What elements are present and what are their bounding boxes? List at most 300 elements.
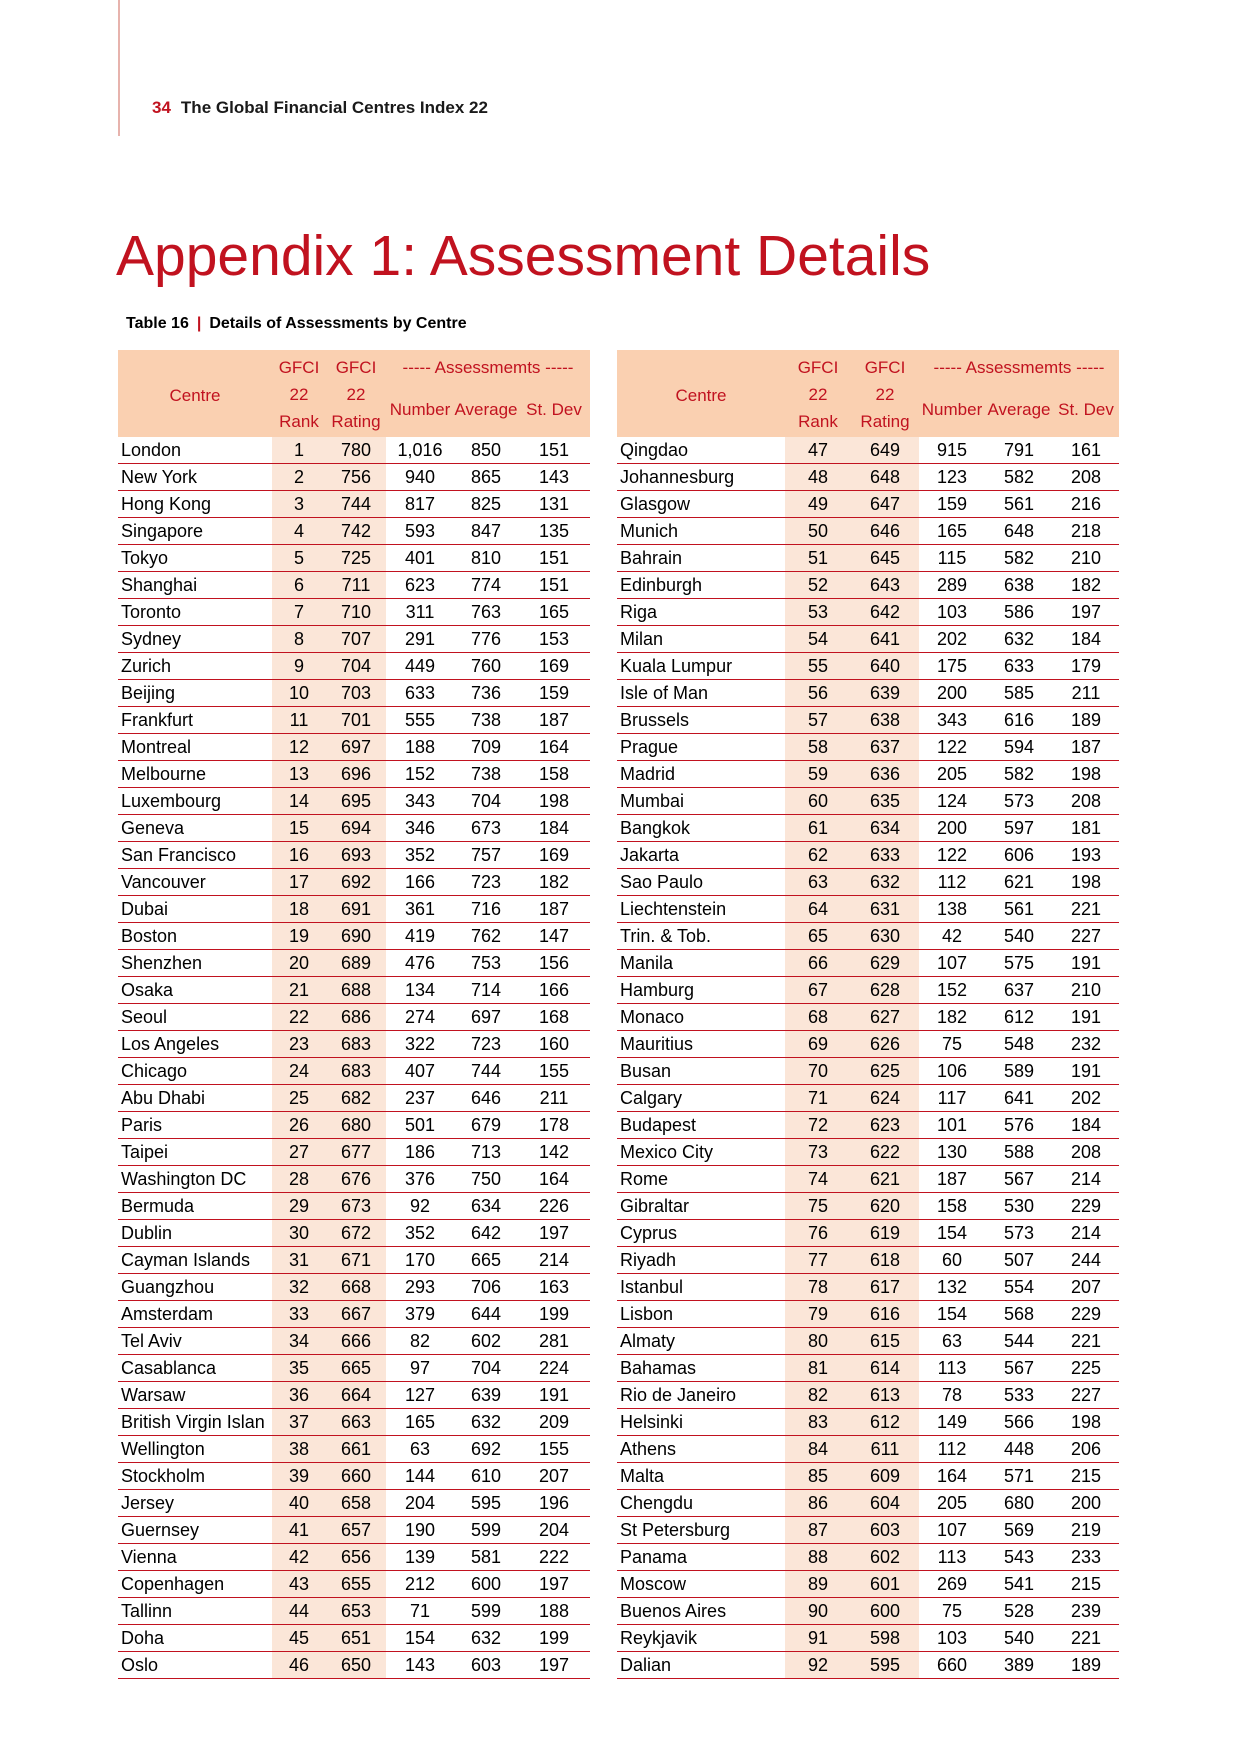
table-row: [118, 1139, 590, 1166]
table-label: Table 16: [126, 315, 189, 332]
centre-cell: Paris: [118, 1112, 272, 1139]
number-cell: 144: [386, 1463, 454, 1490]
stdev-cell: 226: [518, 1193, 590, 1220]
number-cell: 159: [919, 491, 985, 518]
number-cell: 623: [386, 572, 454, 599]
stdev-cell: 169: [518, 842, 590, 869]
rank-cell: 92: [785, 1652, 851, 1679]
header-number: Number: [386, 381, 454, 437]
average-cell: 389: [985, 1652, 1053, 1679]
number-cell: 419: [386, 923, 454, 950]
table-header: [118, 350, 590, 437]
number-cell: 352: [386, 1220, 454, 1247]
centre-cell: Munich: [617, 518, 785, 545]
rating-cell: 677: [326, 1139, 386, 1166]
stdev-cell: 210: [1053, 545, 1119, 572]
stdev-cell: 214: [518, 1247, 590, 1274]
average-cell: 847: [454, 518, 518, 545]
number-cell: 103: [919, 1625, 985, 1652]
average-cell: 600: [454, 1571, 518, 1598]
number-cell: 343: [386, 788, 454, 815]
stdev-cell: 229: [1053, 1301, 1119, 1328]
rating-cell: 614: [851, 1355, 919, 1382]
centre-cell: Jakarta: [617, 842, 785, 869]
number-cell: 401: [386, 545, 454, 572]
rank-cell: 59: [785, 761, 851, 788]
rating-cell: 642: [851, 599, 919, 626]
stdev-cell: 188: [518, 1598, 590, 1625]
centre-cell: British Virgin Islan: [118, 1409, 272, 1436]
number-cell: 817: [386, 491, 454, 518]
average-cell: 589: [985, 1058, 1053, 1085]
stdev-cell: 221: [1053, 1328, 1119, 1355]
rating-cell: 756: [326, 464, 386, 491]
rating-cell: 646: [851, 518, 919, 545]
table-row: [118, 1220, 590, 1247]
table-row: [118, 761, 590, 788]
number-cell: 593: [386, 518, 454, 545]
stdev-cell: 179: [1053, 653, 1119, 680]
stdev-cell: 227: [1053, 1382, 1119, 1409]
header-assessments: ----- Assessmemts -----: [919, 350, 1119, 381]
table-row: [118, 734, 590, 761]
centre-cell: Tel Aviv: [118, 1328, 272, 1355]
rank-cell: 2: [272, 464, 326, 491]
stdev-cell: 227: [1053, 923, 1119, 950]
table-row: [118, 1436, 590, 1463]
number-cell: 269: [919, 1571, 985, 1598]
number-cell: 407: [386, 1058, 454, 1085]
average-cell: 738: [454, 761, 518, 788]
stdev-cell: 197: [518, 1652, 590, 1679]
average-cell: 791: [985, 437, 1053, 464]
table-row: [617, 977, 1119, 1004]
number-cell: 117: [919, 1085, 985, 1112]
rating-cell: 689: [326, 950, 386, 977]
average-cell: 533: [985, 1382, 1053, 1409]
centre-cell: London: [118, 437, 272, 464]
stdev-cell: 191: [1053, 1004, 1119, 1031]
page-title: Appendix 1: Assessment Details: [116, 224, 931, 288]
table-row: [617, 572, 1119, 599]
rating-cell: 668: [326, 1274, 386, 1301]
centre-cell: Bahrain: [617, 545, 785, 572]
header-centre: Centre: [118, 350, 272, 437]
table-row: [118, 1328, 590, 1355]
rank-cell: 90: [785, 1598, 851, 1625]
centre-cell: Los Angeles: [118, 1031, 272, 1058]
rating-cell: 613: [851, 1382, 919, 1409]
rank-cell: 32: [272, 1274, 326, 1301]
average-cell: 582: [985, 545, 1053, 572]
header-22: 22: [326, 381, 386, 408]
centre-cell: Stockholm: [118, 1463, 272, 1490]
rank-cell: 30: [272, 1220, 326, 1247]
average-cell: 606: [985, 842, 1053, 869]
rating-cell: 639: [851, 680, 919, 707]
number-cell: 138: [919, 896, 985, 923]
number-cell: 186: [386, 1139, 454, 1166]
rating-cell: 710: [326, 599, 386, 626]
number-cell: 112: [919, 1436, 985, 1463]
centre-cell: Madrid: [617, 761, 785, 788]
rank-cell: 91: [785, 1625, 851, 1652]
stdev-cell: 211: [1053, 680, 1119, 707]
rating-cell: 600: [851, 1598, 919, 1625]
average-cell: 554: [985, 1274, 1053, 1301]
centre-cell: Luxembourg: [118, 788, 272, 815]
number-cell: 107: [919, 950, 985, 977]
number-cell: 92: [386, 1193, 454, 1220]
rank-cell: 69: [785, 1031, 851, 1058]
rating-cell: 676: [326, 1166, 386, 1193]
centre-cell: Chicago: [118, 1058, 272, 1085]
stdev-cell: 182: [1053, 572, 1119, 599]
centre-cell: Seoul: [118, 1004, 272, 1031]
stdev-cell: 189: [1053, 707, 1119, 734]
header-gfci: GFCI: [851, 350, 919, 381]
stdev-cell: 229: [1053, 1193, 1119, 1220]
table-body: [118, 437, 590, 1679]
rating-cell: 704: [326, 653, 386, 680]
number-cell: 132: [919, 1274, 985, 1301]
rank-cell: 60: [785, 788, 851, 815]
rating-cell: 657: [326, 1517, 386, 1544]
centre-cell: Chengdu: [617, 1490, 785, 1517]
average-cell: 706: [454, 1274, 518, 1301]
number-cell: 112: [919, 869, 985, 896]
table-row: [617, 1598, 1119, 1625]
rank-cell: 78: [785, 1274, 851, 1301]
rank-cell: 8: [272, 626, 326, 653]
centre-cell: Vancouver: [118, 869, 272, 896]
table-row: [617, 1112, 1119, 1139]
rank-cell: 40: [272, 1490, 326, 1517]
number-cell: 106: [919, 1058, 985, 1085]
stdev-cell: 239: [1053, 1598, 1119, 1625]
stdev-cell: 232: [1053, 1031, 1119, 1058]
table-row: [118, 788, 590, 815]
stdev-cell: 161: [1053, 437, 1119, 464]
stdev-cell: 198: [1053, 869, 1119, 896]
table-row: [118, 815, 590, 842]
stdev-cell: 198: [1053, 1409, 1119, 1436]
rank-cell: 56: [785, 680, 851, 707]
number-cell: 187: [919, 1166, 985, 1193]
centre-cell: Dubai: [118, 896, 272, 923]
number-cell: 166: [386, 869, 454, 896]
centre-cell: Osaka: [118, 977, 272, 1004]
average-cell: 543: [985, 1544, 1053, 1571]
table-row: [118, 572, 590, 599]
rating-cell: 647: [851, 491, 919, 518]
number-cell: 165: [919, 518, 985, 545]
average-cell: 540: [985, 923, 1053, 950]
stdev-cell: 196: [518, 1490, 590, 1517]
stdev-cell: 202: [1053, 1085, 1119, 1112]
stdev-cell: 164: [518, 734, 590, 761]
average-cell: 507: [985, 1247, 1053, 1274]
average-cell: 540: [985, 1625, 1053, 1652]
rank-cell: 41: [272, 1517, 326, 1544]
table-row: [617, 842, 1119, 869]
stdev-cell: 131: [518, 491, 590, 518]
centre-cell: Dublin: [118, 1220, 272, 1247]
stdev-cell: 244: [1053, 1247, 1119, 1274]
table-row: [617, 626, 1119, 653]
rank-cell: 29: [272, 1193, 326, 1220]
stdev-cell: 151: [518, 572, 590, 599]
stdev-cell: 151: [518, 437, 590, 464]
table-row: [118, 1031, 590, 1058]
centre-cell: San Francisco: [118, 842, 272, 869]
header-gfci: GFCI: [326, 350, 386, 381]
number-cell: 165: [386, 1409, 454, 1436]
stdev-cell: 191: [1053, 1058, 1119, 1085]
average-cell: 648: [985, 518, 1053, 545]
rank-cell: 21: [272, 977, 326, 1004]
rating-cell: 638: [851, 707, 919, 734]
number-cell: 60: [919, 1247, 985, 1274]
table-row: [118, 1544, 590, 1571]
table-row: [118, 1166, 590, 1193]
table-row: [617, 734, 1119, 761]
centre-cell: Dalian: [617, 1652, 785, 1679]
rating-cell: 667: [326, 1301, 386, 1328]
rating-cell: 616: [851, 1301, 919, 1328]
rating-cell: 621: [851, 1166, 919, 1193]
average-cell: 810: [454, 545, 518, 572]
average-cell: 594: [985, 734, 1053, 761]
table-row: [617, 1463, 1119, 1490]
rank-cell: 79: [785, 1301, 851, 1328]
stdev-cell: 178: [518, 1112, 590, 1139]
average-cell: 528: [985, 1598, 1053, 1625]
average-cell: 750: [454, 1166, 518, 1193]
average-cell: 638: [985, 572, 1053, 599]
centre-cell: Trin. & Tob.: [617, 923, 785, 950]
average-cell: 616: [985, 707, 1053, 734]
stdev-cell: 184: [1053, 626, 1119, 653]
stdev-cell: 143: [518, 464, 590, 491]
stdev-cell: 151: [518, 545, 590, 572]
table-row: [118, 1625, 590, 1652]
centre-cell: Rio de Janeiro: [617, 1382, 785, 1409]
average-cell: 760: [454, 653, 518, 680]
table-row: [617, 1652, 1119, 1679]
stdev-cell: 191: [518, 1382, 590, 1409]
table-row: [617, 923, 1119, 950]
stdev-cell: 200: [1053, 1490, 1119, 1517]
rank-cell: 58: [785, 734, 851, 761]
table-row: [617, 1058, 1119, 1085]
rating-cell: 780: [326, 437, 386, 464]
centre-cell: Lisbon: [617, 1301, 785, 1328]
centre-cell: Casablanca: [118, 1355, 272, 1382]
table-row: [118, 1193, 590, 1220]
number-cell: 134: [386, 977, 454, 1004]
rating-cell: 604: [851, 1490, 919, 1517]
centre-cell: Qingdao: [617, 437, 785, 464]
table-row: [118, 707, 590, 734]
table-row: [617, 788, 1119, 815]
average-cell: 581: [454, 1544, 518, 1571]
centre-cell: Brussels: [617, 707, 785, 734]
rating-cell: 665: [326, 1355, 386, 1382]
rank-cell: 15: [272, 815, 326, 842]
average-cell: 568: [985, 1301, 1053, 1328]
rating-cell: 707: [326, 626, 386, 653]
table-row: [118, 1571, 590, 1598]
number-cell: 915: [919, 437, 985, 464]
average-cell: 642: [454, 1220, 518, 1247]
table-row: [118, 1004, 590, 1031]
rating-cell: 623: [851, 1112, 919, 1139]
document-title: The Global Financial Centres Index 22: [180, 98, 488, 117]
rank-cell: 53: [785, 599, 851, 626]
stdev-cell: 214: [1053, 1166, 1119, 1193]
table-row: [617, 1436, 1119, 1463]
average-cell: 586: [985, 599, 1053, 626]
rating-cell: 682: [326, 1085, 386, 1112]
centre-cell: Washington DC: [118, 1166, 272, 1193]
rank-cell: 85: [785, 1463, 851, 1490]
rating-cell: 617: [851, 1274, 919, 1301]
stdev-cell: 184: [1053, 1112, 1119, 1139]
number-cell: 139: [386, 1544, 454, 1571]
rating-cell: 612: [851, 1409, 919, 1436]
stdev-cell: 160: [518, 1031, 590, 1058]
rank-cell: 73: [785, 1139, 851, 1166]
number-cell: 78: [919, 1382, 985, 1409]
rating-cell: 615: [851, 1328, 919, 1355]
header-gfci: GFCI: [785, 350, 851, 381]
stdev-cell: 218: [1053, 518, 1119, 545]
number-cell: 1,016: [386, 437, 454, 464]
table-row: [617, 1490, 1119, 1517]
average-cell: 704: [454, 788, 518, 815]
rating-cell: 620: [851, 1193, 919, 1220]
number-cell: 154: [919, 1220, 985, 1247]
table-row: [118, 1382, 590, 1409]
centre-cell: Frankfurt: [118, 707, 272, 734]
stdev-cell: 165: [518, 599, 590, 626]
header-rank: Rank: [272, 408, 326, 437]
rating-cell: 694: [326, 815, 386, 842]
average-cell: 673: [454, 815, 518, 842]
table-row: [617, 1274, 1119, 1301]
rank-cell: 48: [785, 464, 851, 491]
average-cell: 753: [454, 950, 518, 977]
centre-cell: Bahamas: [617, 1355, 785, 1382]
centre-cell: Tallinn: [118, 1598, 272, 1625]
table-row: [118, 1490, 590, 1517]
centre-cell: Taipei: [118, 1139, 272, 1166]
rating-cell: 619: [851, 1220, 919, 1247]
rank-cell: 61: [785, 815, 851, 842]
number-cell: 212: [386, 1571, 454, 1598]
rank-cell: 57: [785, 707, 851, 734]
average-cell: 634: [454, 1193, 518, 1220]
stdev-cell: 199: [518, 1625, 590, 1652]
average-cell: 639: [454, 1382, 518, 1409]
stdev-cell: 191: [1053, 950, 1119, 977]
table-row: [617, 950, 1119, 977]
stdev-cell: 184: [518, 815, 590, 842]
centre-cell: Doha: [118, 1625, 272, 1652]
table-row: [617, 1004, 1119, 1031]
header-centre: Centre: [617, 350, 785, 437]
rank-cell: 4: [272, 518, 326, 545]
rating-cell: 725: [326, 545, 386, 572]
average-cell: 548: [985, 1031, 1053, 1058]
header-rank: Rank: [785, 408, 851, 437]
assessments-table-left: [118, 350, 590, 1679]
stdev-cell: 198: [518, 788, 590, 815]
stdev-cell: 181: [1053, 815, 1119, 842]
rating-cell: 595: [851, 1652, 919, 1679]
caption-separator: |: [196, 315, 202, 332]
average-cell: 716: [454, 896, 518, 923]
centre-cell: Copenhagen: [118, 1571, 272, 1598]
rank-cell: 70: [785, 1058, 851, 1085]
header-gfci: GFCI: [272, 350, 326, 381]
average-cell: 588: [985, 1139, 1053, 1166]
rank-cell: 89: [785, 1571, 851, 1598]
average-cell: 599: [454, 1598, 518, 1625]
rank-cell: 50: [785, 518, 851, 545]
centre-cell: Vienna: [118, 1544, 272, 1571]
stdev-cell: 159: [518, 680, 590, 707]
rank-cell: 22: [272, 1004, 326, 1031]
table-row: [617, 1247, 1119, 1274]
header-number: Number: [919, 381, 985, 437]
centre-cell: Abu Dhabi: [118, 1085, 272, 1112]
centre-cell: Guangzhou: [118, 1274, 272, 1301]
stdev-cell: 135: [518, 518, 590, 545]
centre-cell: Geneva: [118, 815, 272, 842]
stdev-cell: 215: [1053, 1463, 1119, 1490]
rank-cell: 14: [272, 788, 326, 815]
stdev-cell: 166: [518, 977, 590, 1004]
rank-cell: 9: [272, 653, 326, 680]
rank-cell: 19: [272, 923, 326, 950]
rank-cell: 13: [272, 761, 326, 788]
number-cell: 188: [386, 734, 454, 761]
table-row: [617, 518, 1119, 545]
average-cell: 757: [454, 842, 518, 869]
table-row: [617, 1355, 1119, 1382]
header-assessments: ----- Assessmemts -----: [386, 350, 590, 381]
average-cell: 567: [985, 1166, 1053, 1193]
table-row: [118, 1274, 590, 1301]
average-cell: 680: [985, 1490, 1053, 1517]
stdev-cell: 198: [1053, 761, 1119, 788]
rank-cell: 39: [272, 1463, 326, 1490]
table-row: [617, 1193, 1119, 1220]
stdev-cell: 224: [518, 1355, 590, 1382]
average-cell: 575: [985, 950, 1053, 977]
table-row: [617, 599, 1119, 626]
rank-cell: 80: [785, 1328, 851, 1355]
rank-cell: 18: [272, 896, 326, 923]
rank-cell: 86: [785, 1490, 851, 1517]
average-cell: 612: [985, 1004, 1053, 1031]
rank-cell: 5: [272, 545, 326, 572]
number-cell: 322: [386, 1031, 454, 1058]
stdev-cell: 207: [518, 1463, 590, 1490]
rank-cell: 81: [785, 1355, 851, 1382]
